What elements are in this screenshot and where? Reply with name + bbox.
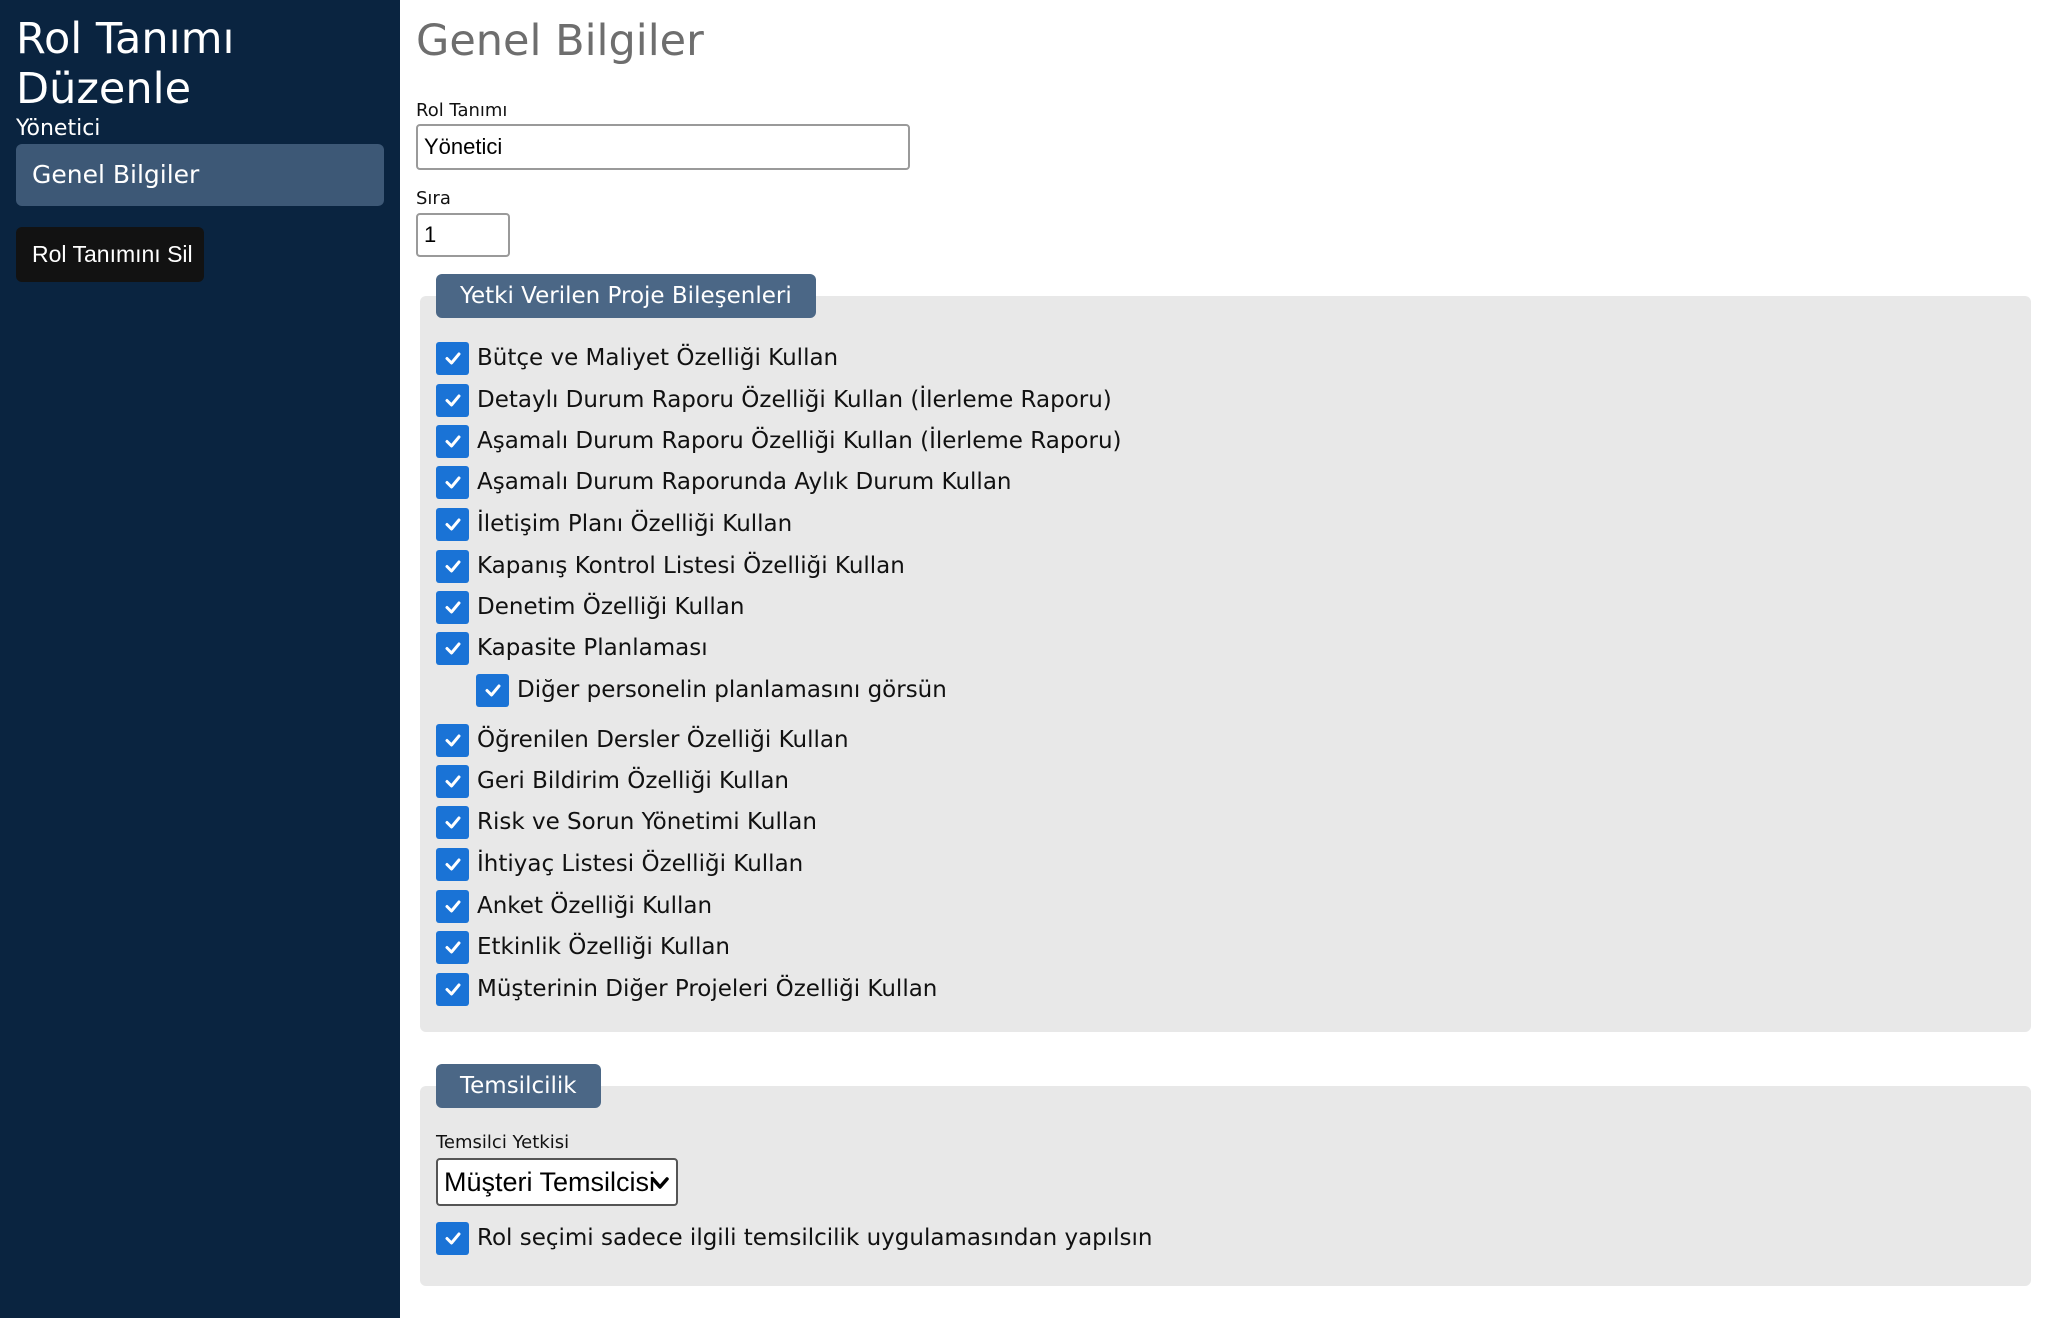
component-option[interactable] — [436, 341, 838, 375]
role-name-label: Rol Tanımı — [416, 100, 508, 121]
representation-legend: Temsilcilik — [436, 1064, 601, 1108]
authority-select-value: Müşteri Temsilcisi — [444, 1166, 656, 1197]
sidebar-item-label: Genel Bilgiler — [32, 160, 200, 189]
component-option[interactable] — [436, 549, 905, 583]
component-checkbox[interactable] — [436, 848, 469, 881]
component-label: Risk ve Sorun Yönetimi Kullan — [477, 809, 817, 835]
checkmark-icon — [443, 812, 463, 832]
main-content — [400, 0, 2054, 1318]
component-label: Kapasite Planlaması — [477, 635, 708, 661]
component-option[interactable] — [436, 847, 803, 881]
component-label: Kapanış Kontrol Listesi Özelliği Kullan — [477, 553, 905, 579]
component-option[interactable] — [476, 673, 947, 707]
checkmark-icon — [443, 854, 463, 874]
component-option[interactable] — [436, 930, 730, 964]
component-checkbox[interactable] — [436, 632, 469, 665]
authority-select[interactable] — [436, 1158, 678, 1206]
checkmark-icon — [443, 896, 463, 916]
sidebar-item-genel-bilgiler[interactable] — [16, 144, 384, 206]
order-input[interactable] — [416, 213, 510, 257]
role-selection-checkbox[interactable] — [436, 1222, 469, 1255]
component-label: Anket Özelliği Kullan — [477, 893, 713, 919]
component-checkbox[interactable] — [436, 724, 469, 757]
component-label: Diğer personelin planlamasını görsün — [517, 677, 947, 703]
component-label: Denetim Özelliği Kullan — [477, 594, 745, 620]
component-checkbox[interactable] — [436, 425, 469, 458]
component-option[interactable] — [436, 383, 1112, 417]
checkmark-icon — [443, 556, 463, 576]
component-label: Etkinlik Özelliği Kullan — [477, 934, 731, 960]
component-label: İletişim Planı Özelliği Kullan — [477, 511, 793, 537]
checkmark-icon — [443, 979, 463, 999]
role-selection-option[interactable] — [436, 1221, 1153, 1255]
checkmark-icon — [443, 431, 463, 451]
component-option[interactable] — [436, 590, 744, 624]
checkmark-icon — [443, 771, 463, 791]
component-option[interactable] — [436, 764, 789, 798]
component-checkbox[interactable] — [436, 466, 469, 499]
delete-role-button[interactable]: Rol Tanımını Sil — [16, 227, 204, 282]
component-checkbox[interactable] — [436, 591, 469, 624]
component-checkbox[interactable] — [436, 765, 469, 798]
checkmark-icon — [443, 348, 463, 368]
components-legend: Yetki Verilen Proje Bileşenleri — [436, 274, 816, 318]
page-title: Genel Bilgiler — [416, 16, 704, 66]
component-label: Bütçe ve Maliyet Özelliği Kullan — [477, 345, 839, 371]
component-checkbox[interactable] — [436, 342, 469, 375]
component-label: Aşamalı Durum Raporu Özelliği Kullan (İlerleme Raporu) — [477, 428, 1122, 454]
sidebar-subtitle: Yönetici — [16, 116, 101, 141]
component-option[interactable] — [436, 889, 712, 923]
component-option[interactable] — [436, 805, 817, 839]
role-selection-label: Rol seçimi sadece ilgili temsilcilik uygulamasından yapılsın — [477, 1225, 1153, 1251]
checkmark-icon — [483, 680, 503, 700]
checkmark-icon — [443, 937, 463, 957]
order-label: Sıra — [416, 188, 451, 209]
checkmark-icon — [443, 472, 463, 492]
component-option[interactable] — [436, 424, 1122, 458]
component-option[interactable] — [436, 723, 849, 757]
component-checkbox[interactable] — [436, 508, 469, 541]
component-option[interactable] — [436, 631, 708, 665]
checkmark-icon — [443, 597, 463, 617]
checkmark-icon — [443, 390, 463, 410]
component-label: Aşamalı Durum Raporunda Aylık Durum Kullan — [477, 469, 1012, 495]
sidebar — [0, 0, 400, 1318]
component-option[interactable] — [436, 972, 937, 1006]
checkmark-icon — [443, 730, 463, 750]
component-checkbox[interactable] — [436, 973, 469, 1006]
component-label: Detaylı Durum Raporu Özelliği Kullan (İlerleme Raporu) — [477, 387, 1112, 413]
component-label: Geri Bildirim Özelliği Kullan — [477, 768, 790, 794]
component-checkbox[interactable] — [476, 674, 509, 707]
component-checkbox[interactable] — [436, 806, 469, 839]
role-name-input[interactable] — [416, 124, 910, 170]
component-option[interactable] — [436, 507, 792, 541]
component-checkbox[interactable] — [436, 890, 469, 923]
checkmark-icon — [443, 1228, 463, 1248]
checkmark-icon — [443, 638, 463, 658]
chevron-down-icon — [650, 1173, 670, 1193]
component-label: Öğrenilen Dersler Özelliği Kullan — [477, 727, 849, 753]
component-label: Müşterinin Diğer Projeleri Özelliği Kullan — [477, 976, 938, 1002]
component-checkbox[interactable] — [436, 931, 469, 964]
component-checkbox[interactable] — [436, 384, 469, 417]
sidebar-title: Rol Tanımı Düzenle — [16, 14, 235, 114]
component-option[interactable] — [436, 465, 1012, 499]
authority-label: Temsilci Yetkisi — [436, 1132, 570, 1153]
checkmark-icon — [443, 514, 463, 534]
component-label: İhtiyaç Listesi Özelliği Kullan — [477, 851, 804, 877]
component-checkbox[interactable] — [436, 550, 469, 583]
